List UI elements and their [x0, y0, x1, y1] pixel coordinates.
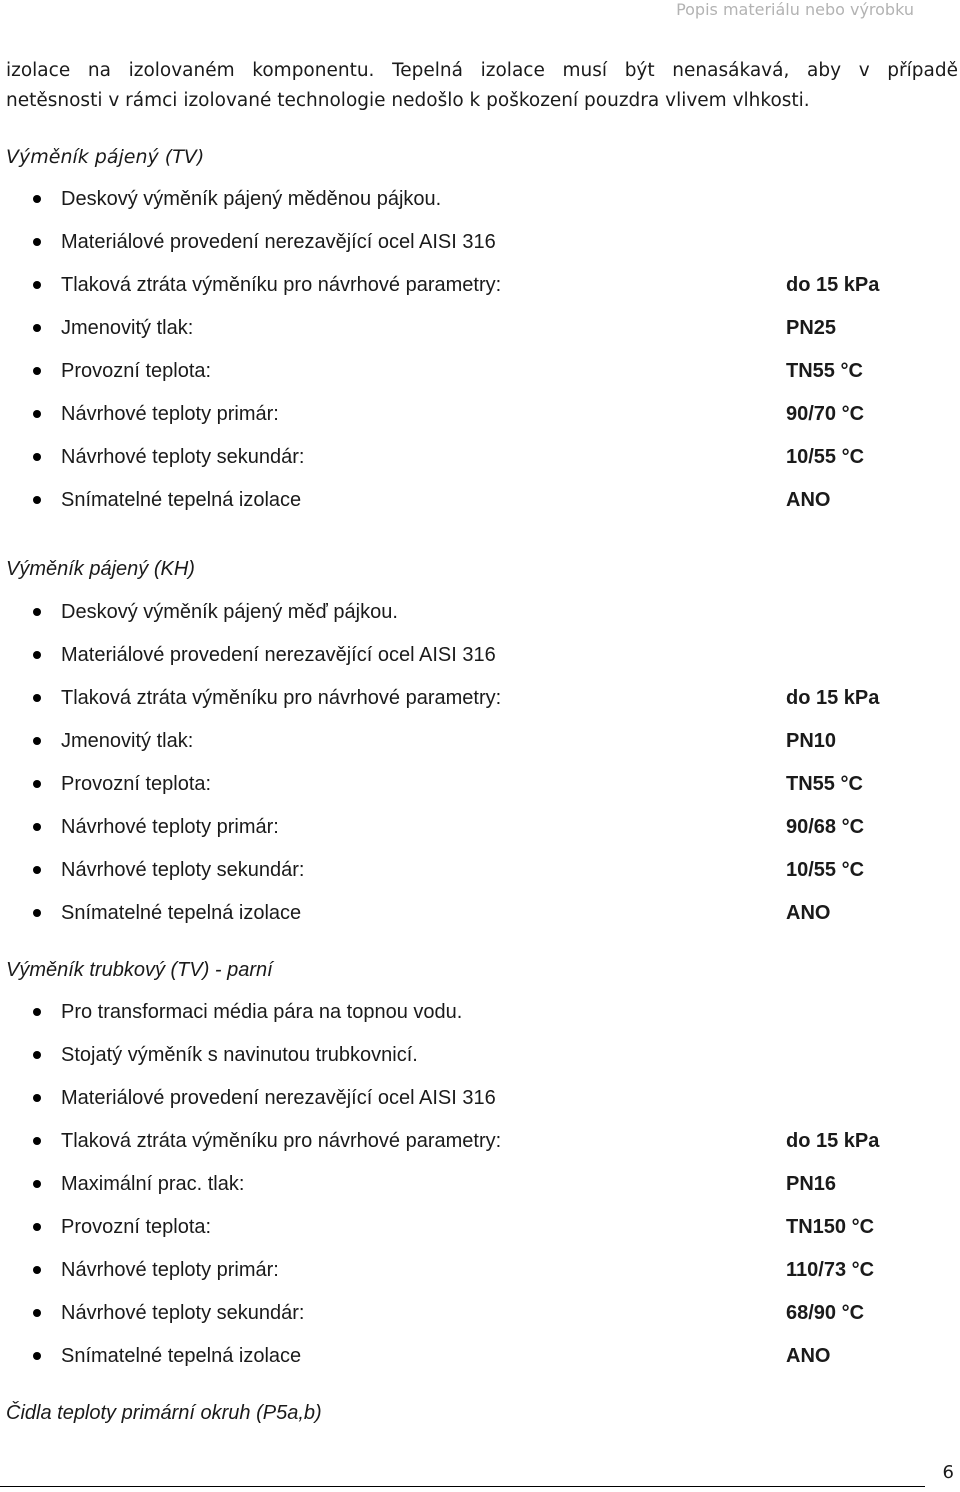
item-value: ANO: [786, 1345, 831, 1367]
bullet-icon: [33, 651, 41, 659]
intro-line-2: netěsnosti v rámci izolované technologie nedošlo k poškození pouzdra vlivem vlhkosti.: [6, 90, 810, 111]
item-label: Návrhové teploty sekundár:: [61, 446, 305, 468]
bullet-icon: [33, 453, 41, 461]
item-label: Návrhové teploty primár:: [61, 816, 279, 838]
bullet-icon: [33, 1309, 41, 1317]
list-item: [0, 857, 960, 900]
section-heading-steam: Výměník trubkový (TV) - parní: [6, 959, 273, 981]
footer-divider: [0, 1486, 925, 1487]
item-value: 10/55 °C: [786, 446, 865, 468]
item-value: TN55 °C: [786, 360, 863, 382]
bullet-icon: [33, 367, 41, 375]
intro-line-1: izolace na izolovaném komponentu. Tepelná izolace musí být nenasákavá, aby v případě: [6, 60, 958, 81]
item-value: ANO: [786, 902, 831, 924]
list-item: [0, 1128, 960, 1171]
item-value: ANO: [786, 489, 831, 511]
item-label: Maximální prac. tlak:: [61, 1173, 245, 1195]
section-heading-kh: Výměník pájený (KH): [6, 558, 195, 580]
item-label: Návrhové teploty sekundár:: [61, 859, 305, 881]
list-item: [0, 444, 960, 487]
spec-list-steam: [0, 999, 960, 1386]
item-label: Materiálové provedení nerezavějící ocel AISI 316: [61, 1087, 496, 1109]
bullet-icon: [33, 1352, 41, 1360]
bullet-icon: [33, 1223, 41, 1231]
bullet-icon: [33, 823, 41, 831]
list-item: [0, 1257, 960, 1300]
bullet-icon: [33, 281, 41, 289]
list-item: [0, 487, 960, 530]
bullet-icon: [33, 909, 41, 917]
bullet-icon: [33, 780, 41, 788]
page-number: 6: [942, 1462, 954, 1483]
list-item: [0, 272, 960, 315]
item-label: Materiálové provedení nerezavějící ocel AISI 316: [61, 231, 496, 253]
item-label: Snímatelné tepelná izolace: [61, 1345, 302, 1367]
bullet-icon: [33, 1180, 41, 1188]
item-label: Návrhové teploty primár:: [61, 403, 279, 425]
item-label: Deskový výměník pájený měděnou pájkou.: [61, 188, 442, 210]
list-item: [0, 1214, 960, 1257]
running-header: Popis materiálu nebo výrobku: [676, 0, 914, 19]
item-value: TN55 °C: [786, 773, 863, 795]
intro-paragraph: [6, 56, 958, 116]
bullet-icon: [33, 737, 41, 745]
bullet-icon: [33, 410, 41, 418]
list-item: [0, 642, 960, 685]
bullet-icon: [33, 1094, 41, 1102]
list-item: [0, 685, 960, 728]
item-label: Snímatelné tepelná izolace: [61, 489, 302, 511]
bullet-icon: [33, 608, 41, 616]
list-item: [0, 999, 960, 1042]
list-item: [0, 814, 960, 857]
item-value: do 15 kPa: [786, 274, 880, 296]
item-value: do 15 kPa: [786, 687, 880, 709]
spec-list-tv: [0, 186, 960, 530]
list-item: [0, 599, 960, 642]
section-heading-tv: Výměník pájený (TV): [6, 146, 205, 168]
item-label: Deskový výměník pájený měď pájkou.: [61, 601, 398, 623]
list-item: [0, 1300, 960, 1343]
list-item: [0, 771, 960, 814]
bullet-icon: [33, 1008, 41, 1016]
item-label: Tlaková ztráta výměníku pro návrhové parametry:: [61, 274, 502, 296]
item-value: 110/73 °C: [786, 1259, 875, 1281]
item-value: do 15 kPa: [786, 1130, 880, 1152]
list-item: [0, 1085, 960, 1128]
list-item: [0, 1171, 960, 1214]
item-value: PN16: [786, 1173, 837, 1195]
list-item: [0, 728, 960, 771]
spec-list-kh: [0, 599, 960, 943]
bullet-icon: [33, 195, 41, 203]
list-item: [0, 229, 960, 272]
item-value: PN10: [786, 730, 837, 752]
item-value: 68/90 °C: [786, 1302, 865, 1324]
bullet-icon: [33, 694, 41, 702]
list-item: [0, 401, 960, 444]
item-label: Jmenovitý tlak:: [61, 317, 194, 339]
item-label: Tlaková ztráta výměníku pro návrhové parametry:: [61, 687, 502, 709]
item-label: Návrhové teploty sekundár:: [61, 1302, 305, 1324]
item-value: 90/70 °C: [786, 403, 865, 425]
list-item: [0, 1343, 960, 1386]
bullet-icon: [33, 1266, 41, 1274]
list-item: [0, 1042, 960, 1085]
bullet-icon: [33, 1051, 41, 1059]
list-item: [0, 315, 960, 358]
bullet-icon: [33, 1137, 41, 1145]
item-label: Jmenovitý tlak:: [61, 730, 194, 752]
item-label: Snímatelné tepelná izolace: [61, 902, 302, 924]
item-label: Materiálové provedení nerezavějící ocel AISI 316: [61, 644, 496, 666]
bullet-icon: [33, 324, 41, 332]
item-label: Tlaková ztráta výměníku pro návrhové parametry:: [61, 1130, 502, 1152]
bullet-icon: [33, 866, 41, 874]
list-item: [0, 358, 960, 401]
item-label: Pro transformaci média pára na topnou vodu.: [61, 1001, 463, 1023]
bullet-icon: [33, 496, 41, 504]
item-value: TN150 °C: [786, 1216, 875, 1238]
item-value: 10/55 °C: [786, 859, 865, 881]
item-label: Provozní teplota:: [61, 773, 212, 795]
item-value: PN25: [786, 317, 837, 339]
item-value: 90/68 °C: [786, 816, 865, 838]
section-heading-sensors: Čidla teploty primární okruh (P5a,b): [6, 1402, 322, 1424]
list-item: [0, 900, 960, 943]
item-label: Provozní teplota:: [61, 360, 212, 382]
item-label: Provozní teplota:: [61, 1216, 212, 1238]
bullet-icon: [33, 238, 41, 246]
list-item: [0, 186, 960, 229]
item-label: Stojatý výměník s navinutou trubkovnicí.: [61, 1044, 418, 1066]
item-label: Návrhové teploty primár:: [61, 1259, 279, 1281]
